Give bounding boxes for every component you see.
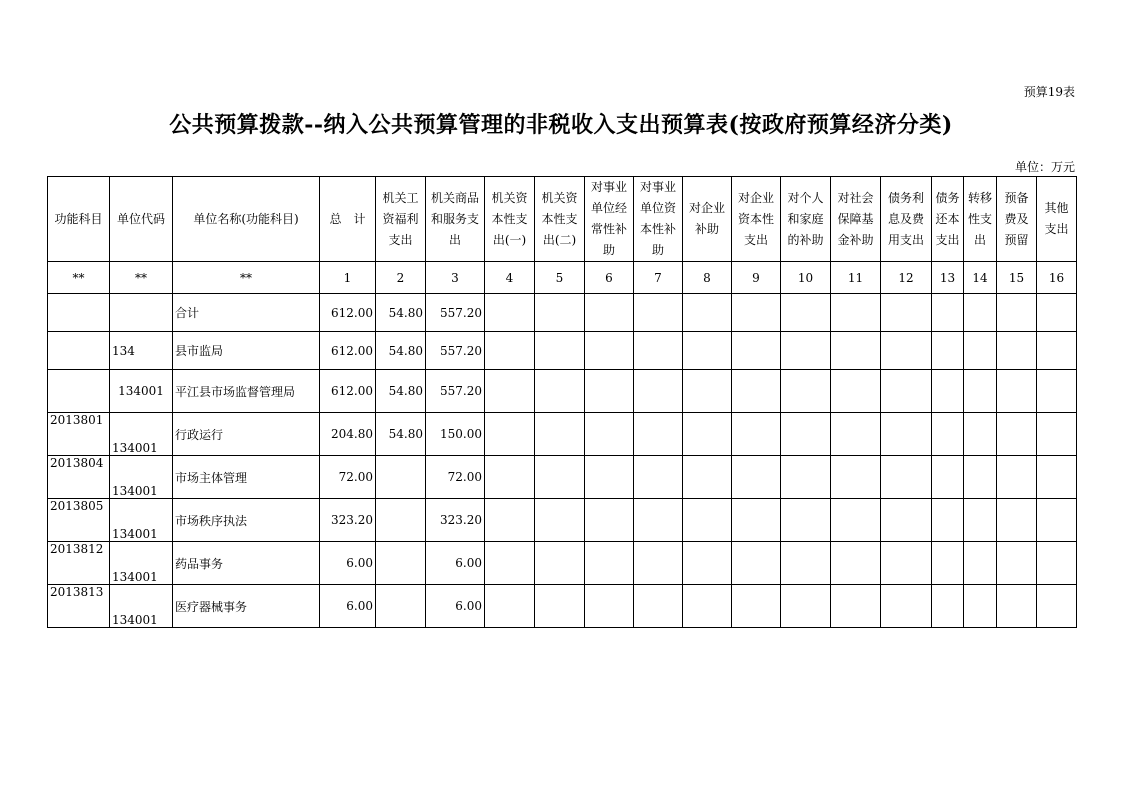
empty-cell — [781, 456, 831, 499]
index-cell: 14 — [964, 262, 997, 294]
index-cell: ** — [110, 262, 173, 294]
budget-table — [47, 176, 1077, 628]
index-cell: 7 — [634, 262, 683, 294]
header-cell: 机关资本性支出(一) — [485, 177, 535, 262]
empty-cell — [485, 585, 535, 628]
header-cell: 对社会保障基金补助 — [831, 177, 881, 262]
empty-cell — [732, 294, 781, 332]
empty-cell — [781, 294, 831, 332]
empty-cell — [485, 294, 535, 332]
empty-cell — [964, 413, 997, 456]
empty-cell — [485, 499, 535, 542]
empty-cell — [1037, 294, 1077, 332]
header-cell: 对事业单位资本性补助 — [634, 177, 683, 262]
empty-cell — [683, 456, 732, 499]
unit-name-cell: 医疗器械事务 — [173, 585, 320, 628]
empty-cell — [964, 499, 997, 542]
form-number: 预算19表 — [1023, 85, 1075, 99]
goods-services-cell: 150.00 — [426, 413, 485, 456]
table-row — [48, 370, 1077, 413]
empty-cell — [535, 370, 585, 413]
goods-services-cell: 6.00 — [426, 585, 485, 628]
index-cell: 12 — [881, 262, 932, 294]
empty-cell — [964, 370, 997, 413]
func-code-cell: 2013801 — [48, 413, 110, 456]
header-cell: 功能科目 — [48, 177, 110, 262]
index-row — [48, 262, 1077, 294]
index-cell: 5 — [535, 262, 585, 294]
empty-cell — [881, 456, 932, 499]
empty-cell — [585, 370, 634, 413]
empty-cell — [881, 332, 932, 370]
empty-cell — [781, 370, 831, 413]
empty-cell — [997, 332, 1037, 370]
empty-cell — [997, 499, 1037, 542]
empty-cell — [585, 456, 634, 499]
goods-services-cell: 557.20 — [426, 370, 485, 413]
empty-cell — [964, 542, 997, 585]
empty-cell — [683, 370, 732, 413]
empty-cell — [485, 413, 535, 456]
empty-cell — [831, 585, 881, 628]
wage-cell: 54.80 — [376, 413, 426, 456]
index-cell: 9 — [732, 262, 781, 294]
empty-cell — [932, 294, 964, 332]
total-cell: 612.00 — [320, 294, 376, 332]
header-cell: 对企业资本性支出 — [732, 177, 781, 262]
index-cell: 16 — [1037, 262, 1077, 294]
empty-cell — [1037, 456, 1077, 499]
empty-cell — [997, 294, 1037, 332]
empty-cell — [881, 585, 932, 628]
header-cell: 其他支出 — [1037, 177, 1077, 262]
page-title: 公共预算拨款--纳入公共预算管理的非税收入支出预算表(按政府预算经济分类) — [169, 112, 953, 138]
index-cell: 13 — [932, 262, 964, 294]
empty-cell — [634, 499, 683, 542]
empty-cell — [831, 332, 881, 370]
table-row — [48, 332, 1077, 370]
empty-cell — [683, 542, 732, 585]
index-cell: 4 — [485, 262, 535, 294]
empty-cell — [997, 542, 1037, 585]
header-cell: 债务利息及费用支出 — [881, 177, 932, 262]
empty-cell — [683, 499, 732, 542]
table-row — [48, 499, 1077, 542]
empty-cell — [732, 499, 781, 542]
empty-cell — [634, 332, 683, 370]
unit-code-cell: 134 — [110, 332, 173, 370]
empty-cell — [1037, 499, 1077, 542]
unit-name-cell: 药品事务 — [173, 542, 320, 585]
empty-cell — [881, 294, 932, 332]
unit-code-cell: 134001 — [110, 413, 173, 456]
empty-cell — [1037, 413, 1077, 456]
func-code-cell: 2013812 — [48, 542, 110, 585]
header-row — [48, 177, 1077, 262]
wage-cell — [376, 456, 426, 499]
empty-cell — [964, 456, 997, 499]
empty-cell — [831, 370, 881, 413]
empty-cell — [535, 332, 585, 370]
empty-cell — [997, 413, 1037, 456]
empty-cell — [732, 542, 781, 585]
empty-cell — [881, 542, 932, 585]
header-cell: 债务还本支出 — [932, 177, 964, 262]
total-cell: 612.00 — [320, 332, 376, 370]
header-cell: 对个人和家庭的补助 — [781, 177, 831, 262]
index-cell: 8 — [683, 262, 732, 294]
empty-cell — [831, 542, 881, 585]
table-row — [48, 456, 1077, 499]
empty-cell — [964, 332, 997, 370]
empty-cell — [732, 413, 781, 456]
header-cell: 机关资本性支出(二) — [535, 177, 585, 262]
empty-cell — [781, 585, 831, 628]
wage-cell: 54.80 — [376, 370, 426, 413]
empty-cell — [997, 456, 1037, 499]
unit-code-cell: 134001 — [110, 542, 173, 585]
empty-cell — [683, 332, 732, 370]
empty-cell — [831, 456, 881, 499]
empty-cell — [634, 585, 683, 628]
empty-cell — [535, 456, 585, 499]
empty-cell — [634, 456, 683, 499]
unit-name-cell: 县市监局 — [173, 332, 320, 370]
index-cell: ** — [173, 262, 320, 294]
empty-cell — [831, 499, 881, 542]
total-cell: 72.00 — [320, 456, 376, 499]
empty-cell — [781, 542, 831, 585]
header-cell: 对事业单位经常性补助 — [585, 177, 634, 262]
func-code-cell: 2013804 — [48, 456, 110, 499]
total-cell: 204.80 — [320, 413, 376, 456]
empty-cell — [585, 499, 634, 542]
empty-cell — [932, 585, 964, 628]
empty-cell — [997, 370, 1037, 413]
header-cell: 转移性支出 — [964, 177, 997, 262]
empty-cell — [932, 456, 964, 499]
unit-code-cell: 134001 — [110, 456, 173, 499]
total-cell: 612.00 — [320, 370, 376, 413]
header-cell: 机关商品和服务支出 — [426, 177, 485, 262]
empty-cell — [1037, 370, 1077, 413]
total-cell: 6.00 — [320, 542, 376, 585]
empty-cell — [732, 370, 781, 413]
index-cell: 15 — [997, 262, 1037, 294]
goods-services-cell: 6.00 — [426, 542, 485, 585]
unit-name-cell: 行政运行 — [173, 413, 320, 456]
func-code-cell — [48, 370, 110, 413]
table-row — [48, 294, 1077, 332]
empty-cell — [585, 294, 634, 332]
empty-cell — [683, 294, 732, 332]
empty-cell — [683, 413, 732, 456]
index-cell: 3 — [426, 262, 485, 294]
empty-cell — [781, 499, 831, 542]
index-cell: 10 — [781, 262, 831, 294]
unit-name-cell: 平江县市场监督管理局 — [173, 370, 320, 413]
wage-cell — [376, 499, 426, 542]
goods-services-cell: 557.20 — [426, 332, 485, 370]
empty-cell — [932, 499, 964, 542]
goods-services-cell: 72.00 — [426, 456, 485, 499]
index-cell: 2 — [376, 262, 426, 294]
index-cell: ** — [48, 262, 110, 294]
unit-code-cell: 134001 — [110, 585, 173, 628]
unit-name-cell: 市场主体管理 — [173, 456, 320, 499]
empty-cell — [585, 332, 634, 370]
empty-cell — [535, 294, 585, 332]
header-cell: 单位代码 — [110, 177, 173, 262]
unit-name-cell: 合计 — [173, 294, 320, 332]
empty-cell — [485, 332, 535, 370]
index-cell: 6 — [585, 262, 634, 294]
header-cell: 总 计 — [320, 177, 376, 262]
empty-cell — [535, 542, 585, 585]
empty-cell — [1037, 542, 1077, 585]
table-row — [48, 413, 1077, 456]
empty-cell — [634, 294, 683, 332]
unit-code-cell: 134001 — [110, 370, 173, 413]
empty-cell — [732, 456, 781, 499]
unit-code-cell: 134001 — [110, 499, 173, 542]
func-code-cell — [48, 332, 110, 370]
index-cell: 11 — [831, 262, 881, 294]
header-cell: 单位名称(功能科目) — [173, 177, 320, 262]
unit-name-cell: 市场秩序执法 — [173, 499, 320, 542]
empty-cell — [634, 542, 683, 585]
empty-cell — [634, 370, 683, 413]
goods-services-cell: 557.20 — [426, 294, 485, 332]
empty-cell — [781, 413, 831, 456]
header-cell: 预备费及预留 — [997, 177, 1037, 262]
empty-cell — [932, 370, 964, 413]
empty-cell — [1037, 585, 1077, 628]
func-code-cell: 2013805 — [48, 499, 110, 542]
empty-cell — [585, 585, 634, 628]
empty-cell — [732, 332, 781, 370]
table-row — [48, 542, 1077, 585]
wage-cell — [376, 542, 426, 585]
empty-cell — [881, 413, 932, 456]
empty-cell — [831, 413, 881, 456]
empty-cell — [585, 413, 634, 456]
empty-cell — [732, 585, 781, 628]
empty-cell — [881, 370, 932, 413]
empty-cell — [932, 332, 964, 370]
empty-cell — [932, 542, 964, 585]
table-row — [48, 585, 1077, 628]
func-code-cell: 2013813 — [48, 585, 110, 628]
empty-cell — [634, 413, 683, 456]
total-cell: 6.00 — [320, 585, 376, 628]
empty-cell — [535, 413, 585, 456]
empty-cell — [781, 332, 831, 370]
empty-cell — [964, 294, 997, 332]
empty-cell — [585, 542, 634, 585]
header-cell: 机关工资福利支出 — [376, 177, 426, 262]
empty-cell — [831, 294, 881, 332]
unit-label: 单位：万元 — [1014, 160, 1075, 174]
empty-cell — [485, 542, 535, 585]
empty-cell — [535, 499, 585, 542]
empty-cell — [535, 585, 585, 628]
wage-cell — [376, 585, 426, 628]
empty-cell — [881, 499, 932, 542]
total-cell: 323.20 — [320, 499, 376, 542]
wage-cell: 54.80 — [376, 294, 426, 332]
func-code-cell — [48, 294, 110, 332]
empty-cell — [683, 585, 732, 628]
unit-code-cell — [110, 294, 173, 332]
empty-cell — [485, 456, 535, 499]
goods-services-cell: 323.20 — [426, 499, 485, 542]
empty-cell — [997, 585, 1037, 628]
wage-cell: 54.80 — [376, 332, 426, 370]
empty-cell — [485, 370, 535, 413]
index-cell: 1 — [320, 262, 376, 294]
header-cell: 对企业补助 — [683, 177, 732, 262]
empty-cell — [1037, 332, 1077, 370]
empty-cell — [932, 413, 964, 456]
empty-cell — [964, 585, 997, 628]
